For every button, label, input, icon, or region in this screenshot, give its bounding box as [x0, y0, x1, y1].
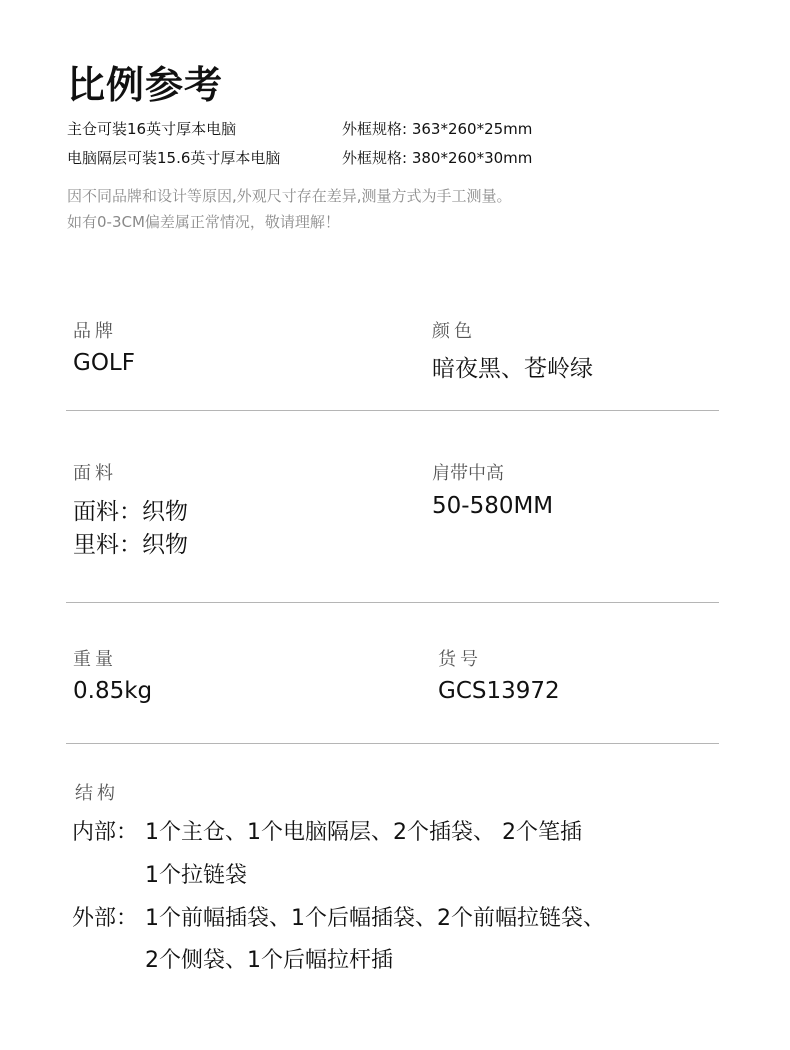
outer-label: 外部： [72, 906, 139, 931]
item-number-value: GCS13972 [438, 678, 560, 704]
color-label: 颜色 [432, 321, 476, 342]
outer-material-value: 面料：织物 [73, 499, 188, 525]
lining-material-value: 里料：织物 [73, 532, 188, 558]
inner-label: 内部： [72, 820, 139, 845]
spec-laptop-size: 外框规格: 380*260*30mm [342, 149, 533, 167]
divider [66, 743, 719, 744]
weight-value: 0.85kg [73, 678, 153, 704]
shoulder-height-label: 肩带中高 [432, 463, 504, 484]
structure-label: 结构 [75, 783, 119, 804]
material-label: 面料 [73, 463, 117, 484]
divider [66, 410, 719, 411]
color-value: 暗夜黑、苍岭绿 [432, 356, 593, 382]
weight-label: 重量 [73, 649, 117, 670]
spec-main-size: 外框规格: 363*260*25mm [342, 120, 533, 138]
spec-laptop-compartment: 电脑隔层可装15.6英寸厚本电脑 [67, 149, 281, 167]
tolerance-note: 如有0-3CM偏差属正常情况，敬请理解！ [67, 213, 340, 231]
measurement-note: 因不同品牌和设计等原因,外观尺寸存在差异,测量方式为手工测量。 [67, 187, 512, 205]
spec-main-compartment: 主仓可装16英寸厚本电脑 [67, 120, 237, 138]
shoulder-height-value: 50-580MM [432, 493, 554, 519]
outer-line-2: 2个侧袋、1个后幅拉杆插 [145, 948, 393, 973]
page-title: 比例参考 [67, 63, 224, 107]
inner-line-2: 1个拉链袋 [145, 863, 247, 888]
brand-label: 品牌 [73, 321, 117, 342]
inner-line-1: 1个主仓、1个电脑隔层、2个插袋、 2个笔插 [145, 820, 582, 845]
item-number-label: 货号 [438, 649, 482, 670]
divider [66, 602, 719, 603]
outer-line-1: 1个前幅插袋、1个后幅插袋、2个前幅拉链袋、 [145, 906, 605, 931]
brand-value: GOLF [73, 350, 135, 376]
